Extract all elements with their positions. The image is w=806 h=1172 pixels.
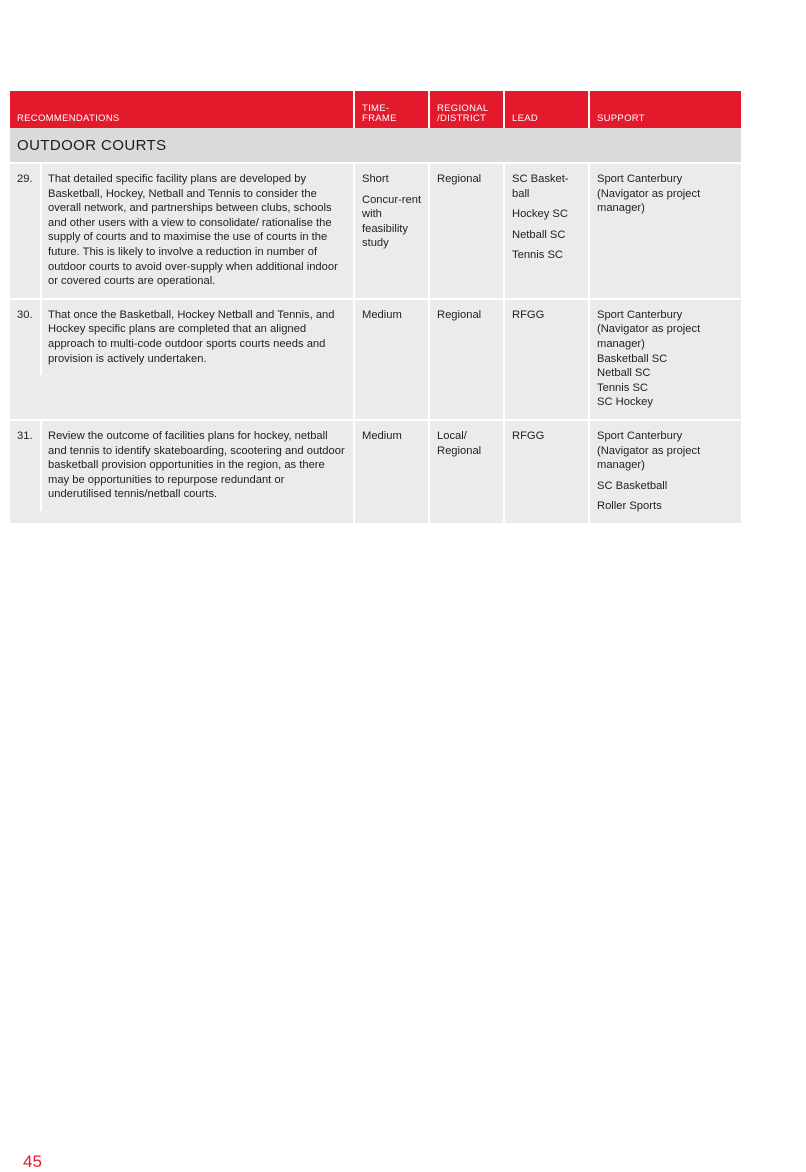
support-cell	[590, 421, 741, 525]
lead-item: RFGG	[512, 308, 545, 321]
header-timeframe: TIME- FRAME	[355, 91, 430, 128]
header-lead: LEAD	[505, 91, 590, 128]
support-item: Sport Canterbury (Navigator as project manager)	[597, 429, 701, 472]
lead-item: RFGG	[512, 429, 545, 442]
recommendation-text: That once the Basketball, Hockey Netball and Tennis, and Hockey specific plans are completed that an aligned approach to multi-code outdoor sports courts needs and provision is actively undertaken.	[48, 308, 335, 365]
timeframe-note: Concur-rent with feasibility study	[362, 193, 422, 250]
timeframe-value: Medium	[362, 308, 402, 321]
lead-item: SC Basket-ball	[512, 173, 569, 200]
timeframe-value: Medium	[362, 429, 402, 442]
support-item: Sport Canterbury (Navigator as project manager)	[597, 308, 701, 350]
recommendation-text: That detailed specific facility plans are developed by Basketball, Hockey, Netball and Tennis to consider the overall network, and partnerships between clubs, schools and other users with a view to consolidate/ rationalise the supply of courts and to maximise the use of courts in the future. This is likely to involve a reduction in number of outdoor courts to avoid over-supply when additional indoor or covered courts are operational.	[48, 173, 338, 288]
section-row	[10, 128, 741, 164]
lead-item: Netball SC	[512, 228, 566, 241]
lead-cell	[505, 164, 590, 300]
table-row	[10, 421, 741, 525]
page-number: 45	[23, 1152, 42, 1171]
section-title: OUTDOOR COURTS	[10, 128, 741, 164]
support-item: Roller Sports	[597, 500, 662, 513]
row-number: 29.	[10, 164, 42, 298]
table-header-row	[10, 91, 741, 128]
regional-cell: Local/ Regional	[430, 421, 505, 525]
timeframe-cell	[355, 164, 430, 300]
regional-cell: Regional	[430, 164, 505, 300]
timeframe-value: Short	[362, 173, 389, 185]
lead-cell	[505, 421, 590, 525]
support-item: SC Hockey	[597, 396, 653, 409]
header-recommendations: RECOMMENDATIONS	[10, 91, 355, 128]
recommendations-table	[10, 91, 741, 525]
lead-item: Tennis SC	[512, 249, 563, 262]
header-support: SUPPORT	[590, 91, 741, 128]
support-item: Netball SC	[597, 367, 651, 380]
timeframe-cell	[355, 300, 430, 421]
header-regional-district: REGIONAL /DISTRICT	[430, 91, 505, 128]
row-number: 31.	[10, 421, 42, 511]
table-row	[10, 300, 741, 421]
support-item: Sport Canterbury (Navigator as project manager)	[597, 173, 701, 215]
table-row	[10, 164, 741, 300]
lead-cell	[505, 300, 590, 421]
support-item: SC Basketball	[597, 479, 668, 492]
recommendation-text: Review the outcome of facilities plans for hockey, netball and tennis to identify skateboarding, scootering and outdoor basketball provision opportunities in the region, as there may be opportunities to repurpose redundant or underutilised tennis/netball courts.	[48, 429, 345, 501]
support-cell	[590, 164, 741, 300]
row-number: 30.	[10, 300, 42, 375]
support-item: Basketball SC	[597, 352, 668, 365]
lead-item: Hockey SC	[512, 208, 568, 221]
regional-cell: Regional	[430, 300, 505, 421]
support-item: Tennis SC	[597, 381, 648, 394]
support-cell	[590, 300, 741, 421]
timeframe-cell	[355, 421, 430, 525]
